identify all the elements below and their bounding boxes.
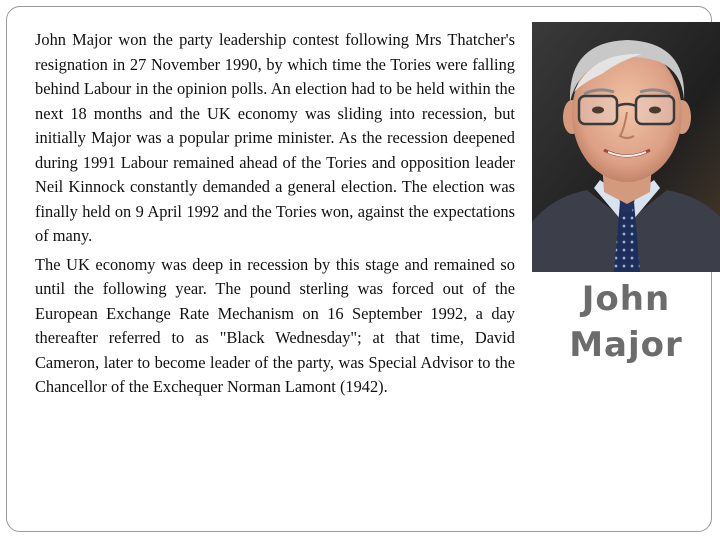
- portrait-photo: [532, 22, 720, 272]
- paragraph-1: John Major won the party leadership contest following Mrs Thatcher's resignation in 27 November 1990, by which time the Tories were falling behind Labour in the opinion polls. An election had to be held within the next 18 months and the UK economy was sliding into recession, but initially Major was a popular prime minister. As the recession deepened during 1991 Labour remained ahead of the Tories and opposition leader Neil Kinnock constantly demanded a general election. The election was finally held on 9 April 1992 and the Tories won, against the expectations of many.: [35, 30, 515, 245]
- body-text: [35, 28, 515, 404]
- paragraph-2: The UK economy was deep in recession by this stage and remained so until the following year. The pound sterling was forced out of the European Exchange Rate Mechanism on 16 September 1992, a day thereafter referred to as "Black Wednesday"; at that time, David Cameron, later to become leader of the party, was Special Advisor to the Chancellor of the Exchequer Norman Lamont (1942).: [35, 254, 515, 396]
- portrait-illustration: [532, 22, 720, 272]
- caption-name: John Major: [569, 279, 683, 365]
